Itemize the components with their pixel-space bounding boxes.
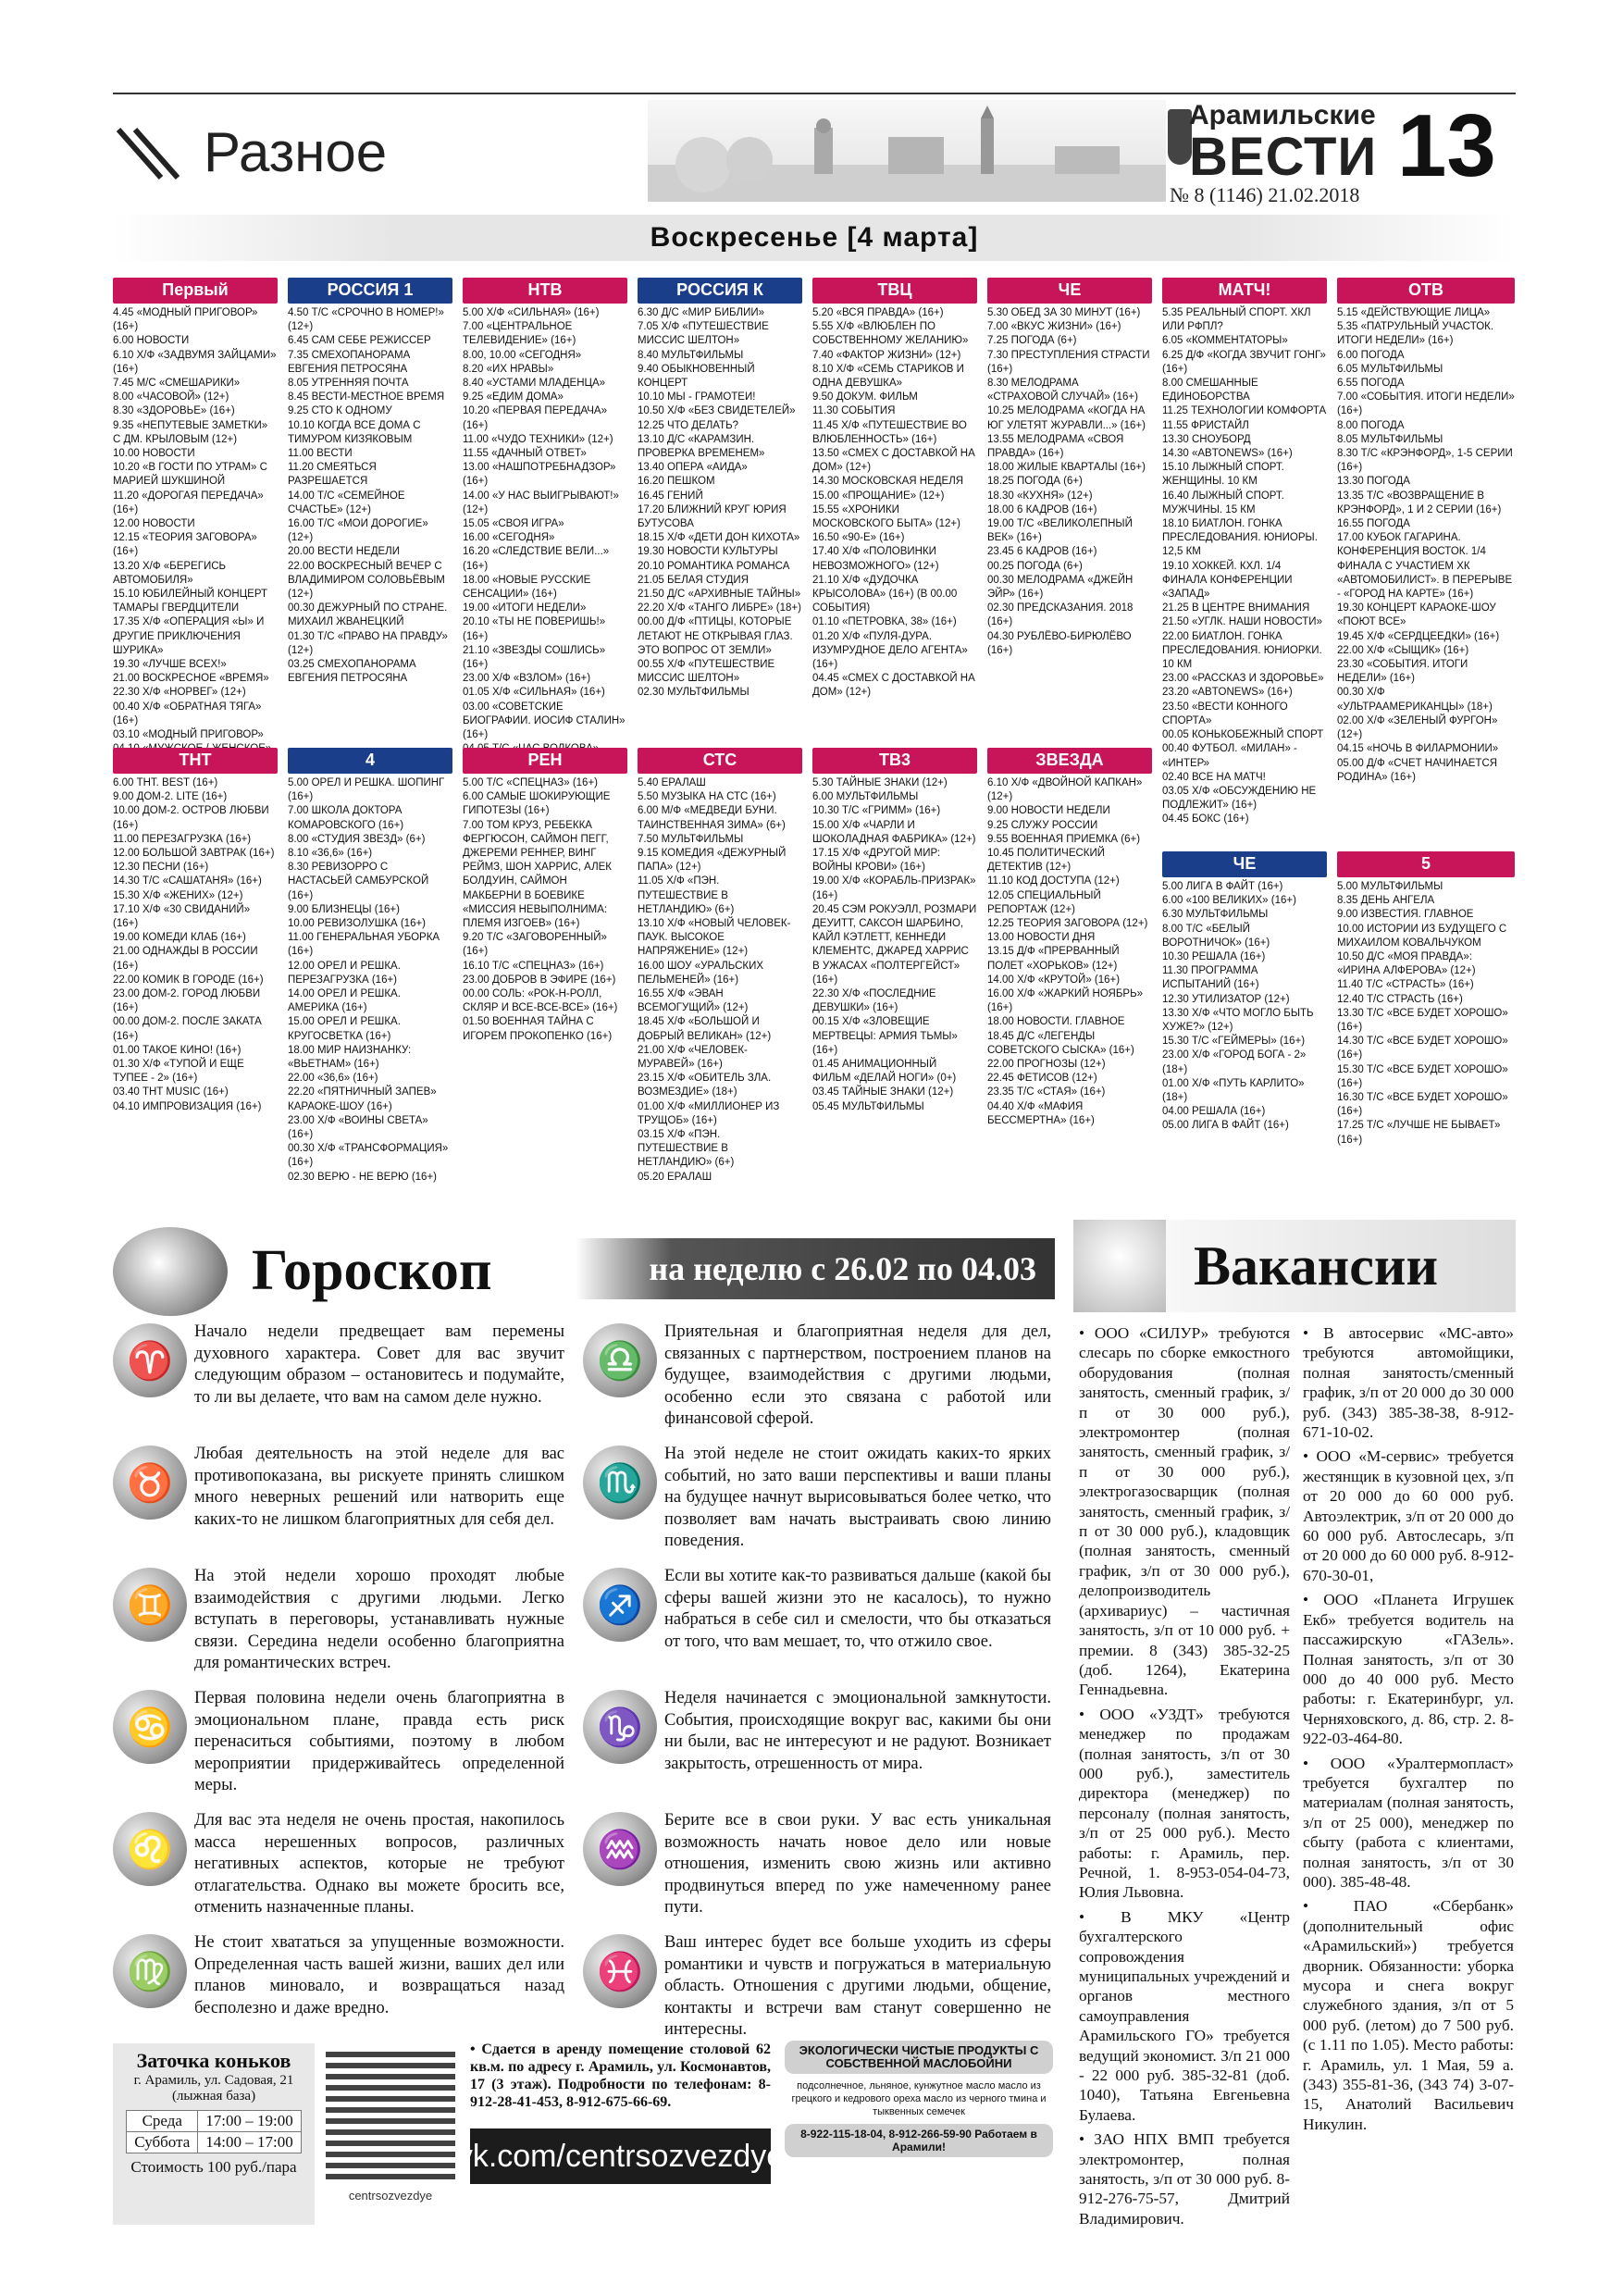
channel-logo: РЕН [463, 748, 627, 774]
skate-ad-address: г. Арамиль, ул. Садовая, 21 (лыжная база) [133, 2073, 294, 2104]
virgo-icon: ♍ [113, 1934, 187, 2008]
scorpio-icon: ♏ [583, 1446, 657, 1520]
vacancy-item: • В автосервис «МС-авто» требуются автомойщики, полная занятость/сменный график, з/п от 20 000 до 30 000 руб. (343) 385-38-38, 8-912-671-10-02. [1303, 1324, 1514, 1442]
leo-icon: ♌ [113, 1812, 187, 1886]
tv-column-kultura [638, 278, 802, 701]
channel-logo: РОССИЯ 1 [288, 278, 452, 304]
brand-name-big: ВЕСТИ [1189, 127, 1378, 187]
horoscope-text-taurus: Любая деятельность на этой неделе для вас противопоказана, вы рискуете принять слишком много неверных решений или натворить еще каких-то не лишком благоприятных для себя дел. [194, 1445, 564, 1529]
horoscope-dates: на неделю с 26.02 по 04.03 [576, 1238, 1055, 1299]
vacancies-column-2 [1303, 1323, 1514, 2139]
tv-program-list: 5.40 ЕРАЛАШ 5.50 МУЗЫКА НА СТС (16+) 6.00 М/Ф «МЕДВЕДИ БУНИ. ТАИНСТВЕННАЯ ЗИМА» (6+) 7.50 МУЛЬТФИЛЬМЫ 9.15 КОМЕДИЯ «ДЕЖУРНЫЙ ПАПА» (12+) 11.05 Х/Ф «ПЭН. ПУТЕШЕСТВИЕ В НЕТЛАНДИЮ» (6+) 13.10 Х/Ф «НОВЫЙ ЧЕЛОВЕК-ПАУК. ВЫСОКОЕ НАПРЯЖЕНИЕ» (12+) 16.00 ШОУ «УРАЛЬСКИХ ПЕЛЬМЕНЕЙ» (16+) 16.55 Х/Ф «ЭВАН ВСЕМОГУЩИЙ» (12+) 18.45 Х/Ф «БОЛЬШОЙ И ДОБРЫЙ ВЕЛИКАН» (12+) 21.00 Х/Ф «ЧЕЛОВЕК-МУРАВЕЙ» (16+) 23.15 Х/Ф «ОБИТЕЛЬ ЗЛА. ВОЗМЕЗДИЕ» (18+) 01.00 Х/Ф «МИЛЛИОНЕР ИЗ ТРУЩОБ» (16+) 03.15 Х/Ф «ПЭН. ПУТЕШЕСТВИЕ В НЕТЛАНДИЮ» (6+) 05.20 ЕРАЛАШ [638, 777, 791, 1183]
section-slash-icon [115, 126, 180, 181]
vacancy-item: • ООО «М-сервис» требуется жестянщик в кузовной цех, з/п от 20 000 до 60 000 руб. Автоэлектрик, з/п от 20 000 до 60 000 руб. Автослесарь, з/п от 20 000 до 60 000 руб. 8-912-670-30-01, [1303, 1447, 1514, 1584]
tv-program-list: 6.30 Д/С «МИР БИБЛИИ» 7.05 Х/Ф «ПУТЕШЕСТВИЕ МИССИС ШЕЛТОН» 8.40 МУЛЬТФИЛЬМЫ 9.40 ОБЫКНОВЕННЫЙ КОНЦЕРТ 10.10 МЫ - ГРАМОТЕИ! 10.50 Х/Ф «БЕЗ СВИДЕТЕЛЕЙ» 12.25 ЧТО ДЕЛАТЬ? 13.10 Д/С «КАРАМЗИН. ПРОВЕРКА ВРЕМЕНЕМ» 13.40 ОПЕРА «АИДА» 16.20 ПЕШКОМ 16.45 ГЕНИЙ 17.20 БЛИЖНИЙ КРУГ ЮРИЯ БУТУСОВА 18.15 Х/Ф «ДЕТИ ДОН КИХОТА» 19.30 НОВОСТИ КУЛЬТУРЫ 20.10 РОМАНТИКА РОМАНСА 21.05 БЕЛАЯ СТУДИЯ 21.50 Д/С «АРХИВНЫЕ ТАЙНЫ» 22.20 Х/Ф «ТАНГО ЛИБРЕ» (18+) 00.00 Д/Ф «ПТИЦЫ, КОТОРЫЕ ЛЕТАЮТ НЕ ОТКРЫВАЯ ГЛАЗ. ЭТО ВОПРОС ОТ ЗЕМЛИ» 00.55 Х/Ф «ПУТЕШЕСТВИЕ МИССИС ШЕЛТОН» 02.30 МУЛЬТФИЛЬМЫ [638, 307, 801, 699]
rent-ad: • Сдается в аренду помещение столовой 62 кв.м. по адресу г. Арамиль, ул. Космонавтов, 17 (3 этаж). Подробности по телефонам: 8-912-28-41-453, 8-912-675-66-69. [470, 2042, 771, 2110]
eco-products-ad [785, 2041, 1053, 2222]
tv-program-list: 5.30 ТАЙНЫЕ ЗНАКИ (12+) 6.00 МУЛЬТФИЛЬМЫ 10.30 Т/С «ГРИММ» (16+) 15.00 Х/Ф «ЧАРЛИ И ШОКОЛАДНАЯ ФАБРИКА» (12+) 17.15 Х/Ф «ДРУГОЙ МИР: ВОЙНЫ КРОВИ» (16+) 19.00 Х/Ф «КОРАБЛЬ-ПРИЗРАК» (16+) 20.45 СЭМ РОКУЭЛЛ, РОЗМАРИ ДЕУИТТ, САКСОН ШАРБИНО, КАЙЛ КЭТЛЕТТ, КЕННЕДИ КЛЕМЕНТС, ДЖАРЕД ХАРРИС В УЖАСАХ «ПОЛТЕРГЕЙСТ» (16+) 22.30 Х/Ф «ПОСЛЕДНИЕ ДЕВУШКИ» (16+) 00.15 Х/Ф «ЗЛОВЕЩИЕ МЕРТВЕЦЫ: АРМИЯ ТЬМЫ» (16+) 01.45 АНИМАЦИОННЫЙ ФИЛЬМ «ДЕЛАЙ НОГИ» (0+) 03.45 ТАЙНЫЕ ЗНАКИ (12+) 05.45 МУЛЬТФИЛЬМЫ [812, 777, 977, 1112]
sagittarius-icon: ♐ [583, 1568, 657, 1642]
tv-column-rossiya1 [288, 278, 452, 686]
vacancy-item: • ЗАО НПХ ВМП требуется электромонтер, полная занятость, з/п от 30 000 руб. 8-912-276-75-57, Дмитрий Владимирович. [1079, 2130, 1290, 2228]
tv-column-sts [638, 748, 802, 1185]
vacancies-title: Вакансии [1194, 1235, 1439, 1297]
channel-logo: СТС [638, 748, 802, 774]
tv-program-list: 5.20 «ВСЯ ПРАВДА» (16+) 5.55 Х/Ф «ВЛЮБЛЕН ПО СОБСТВЕННОМУ ЖЕЛАНИЮ» 7.40 «ФАКТОР ЖИЗНИ» (12+) 8.10 Х/Ф «СЕМЬ СТАРИКОВ И ОДНА ДЕВУШКА» 9.50 ДОКУМ. ФИЛЬМ 11.30 СОБЫТИЯ 11.45 Х/Ф «ПУТЕШЕСТВИЕ ВО ВЛЮБЛЕННОСТЬ» (16+) 13.50 «СМЕХ С ДОСТАВКОЙ НА ДОМ» (12+) 14.30 МОСКОВСКАЯ НЕДЕЛЯ 15.00 «ПРОЩАНИЕ» (12+) 15.55 «ХРОНИКИ МОСКОВСКОГО БЫТА» (12+) 16.50 «90-Е» (16+) 17.40 Х/Ф «ПОЛОВИНКИ НЕВОЗМОЖНОГО» (12+) 21.10 Х/Ф «ДУДОЧКА КРЫСОЛОВА» (16+) (В 00.00 СОБЫТИЯ) 01.10 «ПЕТРОВКА, 38» (16+) 01.20 Х/Ф «ПУЛЯ-ДУРА. ИЗУМРУДНОЕ ДЕЛО АГЕНТА» (16+) 04.45 «СМЕХ С ДОСТАВКОЙ НА ДОМ» (12+) [812, 307, 975, 699]
tv-column-ren [463, 748, 627, 1044]
tv-program-list: 6.00 ТНТ. BEST (16+) 9.00 ДОМ-2. LITE (16+) 10.00 ДОМ-2. ОСТРОВ ЛЮБВИ (16+) 11.00 ПЕРЕЗАГРУЗКА (16+) 12.00 БОЛЬШОЙ ЗАВТРАК (16+) 12.30 ПЕСНИ (16+) 14.30 Т/С «САШАТАНЯ» (16+) 15.30 Х/Ф «ЖЕНИХ» (12+) 17.10 Х/Ф «30 СВИДАНИЙ» (16+) 19.00 КОМЕДИ КЛАБ (16+) 21.00 ОДНАЖДЫ В РОССИИ (16+) 22.00 КОМИК В ГОРОДЕ (16+) 23.00 ДОМ-2. ГОРОД ЛЮБВИ (16+) 00.00 ДОМ-2. ПОСЛЕ ЗАКАТА (16+) 01.00 ТАКОЕ КИНО! (16+) 01.30 Х/Ф «ТУПОЙ И ЕЩЕ ТУПЕЕ - 2» (16+) 03.40 THT MUSIC (16+) 04.10 ИМПРОВИЗАЦИЯ (16+) [113, 777, 275, 1112]
horoscope-text-gemini: На этой недели хорошо проходят любые взаимодействия с другими людьми. Легко вступать в переговоры, устанавливать нужные связи. Середина недели особенно благоприятна для романтических встреч. [194, 1567, 564, 1672]
qr-label: centrsozvezdye [348, 2189, 433, 2203]
tv-column-channel4 [288, 748, 452, 1185]
tv-program-list: 5.00 МУЛЬТФИЛЬМЫ 8.35 ДЕНЬ АНГЕЛА 9.00 ИЗВЕСТИЯ. ГЛАВНОЕ 10.00 ИСТОРИИ ИЗ БУДУЩЕГО С МИХАИЛОМ КОВАЛЬЧУКОМ 10.50 Д/С «МОЯ ПРАВДА»: «ИРИНА АЛФЕРОВА» (12+) 11.40 Т/С «СТРАСТЬ» (16+) 12.40 Т/С СТРАСТЬ (16+) 13.30 Т/С «ВСЕ БУДЕТ ХОРОШО» (16+) 14.30 Т/С «ВСЕ БУДЕТ ХОРОШО» (16+) 15.30 Т/С «ВСЕ БУДЕТ ХОРОШО» (16+) 16.30 Т/С «ВСЕ БУДЕТ ХОРОШО» (16+) 17.25 Т/С «ЛУЧШЕ НЕ БЫВАЕТ» (16+) [1337, 881, 1508, 1146]
horoscope-text-leo: Для вас эта неделя не очень простая, накопилось масса нерешенных вопросов, различных негативных аспектов, которые не требуют отлагательства. Однако вы можете бросить все, отменить назначенные планы. [194, 1811, 564, 1917]
horoscope-text-capricorn: Неделя начинается с эмоциональной замкнутости. События, происходящие вокруг вас, какими бы они ни были, вас не интересуют и не радуют. Возникает закрытость, отрешенность от мира. [664, 1689, 1051, 1773]
tv-column-tv3 [812, 748, 977, 1114]
vacancy-item: • ПАО «Сбербанк» (дополнительный офис «Арамильский») требуется дворник. Обязанности: уборка мусора и снега вокруг служебного здания, з/п от 5 000 руб. (летом) до 7 500 руб. (с 1.11 по 1.05). Место работы: г. Арамиль, ул. 1 Мая, 59 а. (343) 355-81-36, (343 74) 3-07-15, Анатолий Васильевич Никулин. [1303, 1897, 1514, 2133]
vacancies-column-1 [1079, 1323, 1290, 2233]
tv-program-list: 5.00 ОРЕЛ И РЕШКА. ШОПИНГ (16+) 7.00 ШКОЛА ДОКТОРА КОМАРОВСКОГО (16+) 8.00 «СТУДИЯ ЗВЕЗД» (6+) 8.10 «36,6» (16+) 8.30 РЕВИЗОРРО С НАСТАСЬЕЙ САМБУРСКОЙ (16+) 9.00 БЛИЗНЕЦЫ (16+) 10.00 РЕВИЗОЛУШКА (16+) 11.00 ГЕНЕРАЛЬНАЯ УБОРКА (16+) 12.00 ОРЕЛ И РЕШКА. ПЕРЕЗАГРУЗКА (16+) 14.00 ОРЕЛ И РЕШКА. АМЕРИКА (16+) 15.00 ОРЕЛ И РЕШКА. КРУГОСВЕТКА (16+) 18.00 МИР НАИЗНАНКУ: «ВЬЕТНАМ» (16+) 22.00 «36,6» (16+) 22.20 «ПЯТНИЧНЫЙ ЗАПЕВ» КАРАОКЕ-ШОУ (16+) 23.00 Х/Ф «ВОИНЫ СВЕТА» (16+) 00.30 Х/Ф «ТРАНСФОРМАЦИЯ» (16+) 02.30 ВЕРЮ - НЕ ВЕРЮ (16+) [288, 777, 449, 1183]
vacancy-item: • ООО «Уралтермопласт» требуется бухгалтер по материалам (полная занятость, з/п от 25 000), менеджер по сбыту (работа с клиентами, полная занятость, з/п от 30 000). 385-48-48. [1303, 1754, 1514, 1891]
aries-icon: ♈ [113, 1323, 187, 1397]
day-title: Воскресенье [4 марта] [650, 222, 979, 253]
tv-column-zvezda [987, 748, 1152, 1128]
horoscope-text-virgo: Не стоит хвататься за упущенные возможности. Определенная часть вашей жизни, ваших дел или планов миновало, и возвращаться назад бесполезно и даже вредно. [194, 1933, 564, 2017]
tv-column-otv [1337, 278, 1515, 785]
issue-info: № 8 (1146) 21.02.2018 [1170, 183, 1360, 206]
eco-ad-text: подсолнечное, льняное, кунжутное масло масло из грецкого и кедрового ореха масло из черного тмина и тыквенных семечек [791, 2080, 1047, 2117]
vk-link[interactable]: vk.com/centrsozvezdye [470, 2128, 771, 2184]
channel-logo: РОССИЯ К [638, 278, 802, 304]
horoscope-text-pisces: Ваш интерес будет все больше уходить из сферы романтики и чувств и погружаться в материальную область. Отношения с другими людьми, общение, контакты и встречи вам станут совершенно не интересны. [664, 1933, 1051, 2039]
tv-program-list: 5.00 Т/С «СПЕЦНАЗ» (16+) 6.00 САМЫЕ ШОКИРУЮЩИЕ ГИПОТЕЗЫ (16+) 7.00 ТОМ КРУЗ, РЕБЕККА ФЕРГЮСОН, САЙМОН ПЕГГ, ДЖЕРЕМИ РЕННЕР, ВИНГ РЕЙМЗ, ШОН ХАРРИС, АЛЕК БОЛДУИН, САЙМОН МАКБЕРНИ В БОЕВИКЕ «МИССИЯ НЕВЫПОЛНИМА: ПЛЕМЯ ИЗГОЕВ» (16+) 9.20 Т/С «ЗАГОВОРЕННЫЙ» (16+) 16.10 Т/С «СПЕЦНАЗ» (16+) 23.00 ДОБРОВ В ЭФИРЕ (16+) 00.00 СОЛЬ: «РОК-Н-РОЛЛ, СКЛЯР И ВСЕ-ВСЕ-ВСЕ» (16+) 01.50 ВОЕННАЯ ТАЙНА С ИГОРЕМ ПРОКОПЕНКО (16+) [463, 777, 618, 1042]
tv-column-ntv [463, 278, 627, 757]
eco-ad-phones: 8-922-115-18-04, 8-912-266-59-90 Работаем в Арамили! [785, 2124, 1053, 2157]
channel-logo: ЧЕ [1162, 851, 1327, 877]
tv-program-list: 4.50 Т/С «СРОЧНО В НОМЕР!» (12+) 6.45 САМ СЕБЕ РЕЖИССЕР 7.35 СМЕХОПАНОРАМА ЕВГЕНИЯ ПЕТРОСЯНА 8.05 УТРЕННЯЯ ПОЧТА 8.45 ВЕСТИ-МЕСТНОЕ ВРЕМЯ 9.25 СТО К ОДНОМУ 10.10 КОГДА ВСЕ ДОМА С ТИМУРОМ КИЗЯКОВЫМ 11.00 ВЕСТИ 11.20 СМЕЯТЬСЯ РАЗРЕШАЕТСЯ 14.00 Т/С «СЕМЕЙНОЕ СЧАСТЬЕ» (12+) 16.00 Т/С «МОИ ДОРОГИЕ» (12+) 20.00 ВЕСТИ НЕДЕЛИ 22.00 ВОСКРЕСНЫЙ ВЕЧЕР С ВЛАДИМИРОМ СОЛОВЬЁВЫМ (12+) 00.30 ДЕЖУРНЫЙ ПО СТРАНЕ. МИХАИЛ ЖВАНЕЦКИЙ 01.30 Т/С «ПРАВО НА ПРАВДУ» (12+) 03.25 СМЕХОПАНОРАМА ЕВГЕНИЯ ПЕТРОСЯНА [288, 307, 448, 685]
tv-program-list: 5.00 ЛИГА В ФАЙТ (16+) 6.00 «100 ВЕЛИКИХ» (16+) 6.30 МУЛЬТФИЛЬМЫ 8.00 Т/С «БЕЛЫЙ ВОРОТНИЧОК» (16+) 10.30 РЕШАЛА (16+) 11.30 ПРОГРАММА ИСПЫТАНИЙ (16+) 12.30 УТИЛИЗАТОР (12+) 13.30 Х/Ф «ЧТО МОГЛО БЫТЬ ХУЖЕ?» (12+) 15.30 Т/С «ГЕЙМЕРЫ» (16+) 23.00 Х/Ф «ГОРОД БОГА - 2» (18+) 01.00 Х/Ф «ПУТЬ КАРЛИТО» (18+) 04.00 РЕШАЛА (16+) 05.00 ЛИГА В ФАЙТ (16+) [1162, 881, 1314, 1132]
tv-column-match [1162, 278, 1327, 827]
tv-column-perviy [113, 278, 278, 771]
vacancy-item: • В МКУ «Центр бухгалтерского сопровождения муниципальных учреждений и органов местного самоуправления Арамильского ГО» требуется ведущий экономист. З/п 21 000 - 22 000 руб. 385-32-81 (доб. 1040), Татьяна Евгеньевна Булаева. [1079, 1907, 1290, 2124]
horoscope-text-scorpio: На этой неделе не стоит ожидать каких-то ярких событий, но зато ваши перспективы и ваши планы на будущее начнут вырисовываться более четко, что позволяет вам начать выстраивать свою линию поведения. [664, 1445, 1051, 1550]
vacancy-item: • ООО «УЗДТ» требуются менеджер по продажам (полная занятость, з/п от 30 000 руб.), заместитель директора (менеджер) по персоналу (полная занятость, з/п от 25 000 руб.). Место работы: г. Арамиль, пер. Речной, 1. 8-953-054-04-73, Юлия Львовна. [1079, 1705, 1290, 1902]
channel-logo: НТВ [463, 278, 627, 304]
channel-logo: ТВ3 [812, 748, 977, 774]
skate-ad-title: Заточка коньков [136, 2049, 291, 2072]
horoscope-header [113, 1220, 1055, 1320]
horoscope-text-libra: Приятельная и благоприятная неделя для дел, связанных с партнерством, построением планов на будущее, взаимодействия с другими людьми, особенно если это связана с работой или финансовой сферой. [664, 1322, 1051, 1428]
table-cell: 17:00 – 19:00 [198, 2111, 301, 2132]
skate-schedule-table [126, 2110, 301, 2153]
vacancies-header [1073, 1220, 1516, 1312]
table-row [127, 2132, 301, 2153]
horoscope-text-aquarius: Берите все в свои руки. У вас есть уникальная возможность начать новое дело или новые отношения, изменить свою жизнь или активно продвинуться вперед по уже намеченному ранее пути. [664, 1811, 1051, 1917]
skate-sharpening-ad [113, 2043, 315, 2225]
tv-program-list: 5.30 ОБЕД ЗА 30 МИНУТ (16+) 7.00 «ВКУС ЖИЗНИ» (16+) 7.25 ПОГОДА (6+) 7.30 ПРЕСТУПЛЕНИЯ СТРАСТИ (16+) 8.30 МЕЛОДРАМА «СТРАХОВОЙ СЛУЧАЙ» (16+) 10.25 МЕЛОДРАМА «КОГДА НА ЮГ УЛЕТЯТ ЖУРАВЛИ...» (16+) 13.55 МЕЛОДРАМА «СВОЯ ПРАВДА» (16+) 18.00 ЖИЛЫЕ КВАРТАЛЫ (16+) 18.25 ПОГОДА (6+) 18.30 «КУХНЯ» (12+) 18.00 6 КАДРОВ (16+) 19.00 Т/С «ВЕЛИКОЛЕПНЫЙ ВЕК» (16+) 23.45 6 КАДРОВ (16+) 00.25 ПОГОДА (6+) 00.30 МЕЛОДРАМА «ДЖЕЙН ЭЙР» (16+) 02.30 ПРЕДСКАЗАНИЯ. 2018 (16+) 04.30 РУБЛЁВО-БИРЮЛЁВО (16+) [987, 307, 1150, 656]
gemini-icon: ♊ [113, 1568, 187, 1642]
town-skyline-image [648, 100, 1166, 202]
table-cell: Суббота [127, 2132, 198, 2153]
tv-column-tvc [812, 278, 977, 701]
channel-logo: ТНТ [113, 748, 278, 774]
channel-logo: ТВЦ [812, 278, 977, 304]
horoscope-text-sagittarius: Если вы хотите как-то развиваться дальше (какой бы сферы вашей жизни это не касалось), то нужно набраться в себе сил и смелости, что бы отказаться от того, что вам мешает, то, что отжило свое. [664, 1567, 1051, 1651]
tv-column-channel5 [1337, 851, 1515, 1148]
header-rule [113, 93, 1516, 94]
capricorn-icon: ♑ [583, 1690, 657, 1764]
skate-ad-price: Стоимость 100 руб./пара [130, 2158, 297, 2176]
tv-program-list: 5.00 Х/Ф «СИЛЬНАЯ» (16+) 7.00 «ЦЕНТРАЛЬНОЕ ТЕЛЕВИДЕНИЕ» (16+) 8.00, 10.00 «СЕГОДНЯ» 8.20 «ИХ НРАВЫ» 8.40 «УСТАМИ МЛАДЕНЦА» 9.25 «ЕДИМ ДОМА» 10.20 «ПЕРВАЯ ПЕРЕДАЧА» (16+) 11.00 «ЧУДО ТЕХНИКИ» (12+) 11.55 «ДАЧНЫЙ ОТВЕТ» 13.00 «НАШПОТРЕБНАДЗОР» (16+) 14.00 «У НАС ВЫИГРЫВАЮТ!» (12+) 15.05 «СВОЯ ИГРА» 16.00 «СЕГОДНЯ» 16.20 «СЛЕДСТВИЕ ВЕЛИ...» (16+) 18.00 «НОВЫЕ РУССКИЕ СЕНСАЦИИ» (16+) 19.00 «ИТОГИ НЕДЕЛИ» 20.10 «ТЫ НЕ ПОВЕРИШЬ!» (16+) 21.10 «ЗВЕЗДЫ СОШЛИСЬ» (16+) 23.00 Х/Ф «ВЗЛОМ» (16+) 01.05 Х/Ф «СИЛЬНАЯ» (16+) 03.00 «СОВЕТСКИЕ БИОГРАФИИ. ИОСИФ СТАЛИН» (16+) [463, 307, 626, 741]
worker-avatar-icon [1073, 1220, 1166, 1312]
tv-column-tnt [113, 748, 278, 1114]
channel-logo: МАТЧ! [1162, 278, 1327, 304]
table-row [127, 2111, 301, 2132]
vacancy-item: • ООО «Планета Игрушек Екб» требуется водитель на пассажирскую «ГАЗель». Полная занятость, з/п от 30 000 до 40 000 руб. Место работы: г. Екатеринбург, ул. Черняховского, д. 86, стр. 2. 8-922-03-464-80. [1303, 1591, 1514, 1748]
taurus-icon: ♉ [113, 1446, 187, 1520]
horoscope-text-cancer: Первая половина недели очень благоприятна в эмоциональном плане, правда есть риск перенаситься событиями, поэтому в любом мероприятии придерживайтесь определенной меры. [194, 1689, 564, 1794]
tv-program-list: 5.35 РЕАЛЬНЫЙ СПОРТ. ХКЛ ИЛИ РФПЛ? 6.05 «КОММЕНТАТОРЫ» 6.25 Д/Ф «КОГДА ЗВУЧИТ ГОНГ» (16+) 8.00 СМЕШАННЫЕ ЕДИНОБОРСТВА 11.25 ТЕХНОЛОГИИ КОМФОРТА 11.55 ФРИСТАЙЛ 13.30 СНОУБОРД 14.30 «AВTONEWS» (16+) 15.10 ЛЫЖНЫЙ СПОРТ. ЖЕНЩИНЫ. 10 КМ 16.40 ЛЫЖНЫЙ СПОРТ. МУЖЧИНЫ. 15 КМ 18.10 БИАТЛОН. ГОНКА ПРЕСЛЕДОВАНИЯ. ЮНИОРЫ. 12,5 КМ 19.10 ХОККЕЙ. КХЛ. 1/4 ФИНАЛА КОНФЕРЕНЦИИ «ЗАПАД» 21.25 В ЦЕНТРЕ ВНИМАНИЯ 21.50 «УГЛК. НАШИ НОВОСТИ» 22.00 БИАТЛОН. ГОНКА ПРЕСЛЕДОВАНИЯ. ЮНИОРКИ. 10 КМ 23.00 «РАССКАЗ И ЗДОРОВЬЕ» 23.20 «AВTONEWS» (16+) 23.50 «ВЕСТИ КОННОГО СПОРТА» 00.05 КОНЬКОБЕЖНЫЙ СПОРТ 00.40 ФУТБОЛ. «МИЛАН» - «ИНТЕР» 02.40 ВСЕ НА МАТЧ! 03.05 Х/Ф «ОБСУЖДЕНИЮ НЕ ПОДЛЕЖИТ» (16+) 04.45 БОКС (16+) [1162, 307, 1327, 825]
channel-logo: ОТВ [1337, 278, 1515, 304]
horoscope-text-aries: Начало недели предвещает вам перемены духовного характера. Совет для вас звучит следующим образом – остановитесь и подумайте, то ли вы делаете, что вам на самом деле нужно. [194, 1322, 564, 1407]
day-bar [113, 215, 1516, 261]
channel-logo: Первый [113, 278, 278, 304]
channel-logo: ЗВЕЗДА [987, 748, 1152, 774]
libra-icon: ♎ [583, 1323, 657, 1397]
tv-column-che2 [1162, 851, 1327, 1134]
horoscope-title: Гороскоп [252, 1239, 492, 1302]
table-cell: Среда [127, 2111, 198, 2132]
tv-program-list: 6.10 Х/Ф «ДВОЙНОЙ КАПКАН» (12+) 9.00 НОВОСТИ НЕДЕЛИ 9.25 СЛУЖУ РОССИИ 9.55 ВОЕННАЯ ПРИЕМКА (6+) 10.45 ПОЛИТИЧЕСКИЙ ДЕТЕКТИВ (12+) 11.10 КОД ДОСТУПА (12+) 12.05 СПЕЦИАЛЬНЫЙ РЕПОРТАЖ (12+) 12.25 ТЕОРИЯ ЗАГОВОРА (12+) 13.00 НОВОСТИ ДНЯ 13.15 Д/Ф «ПРЕРВАННЫЙ ПОЛЕТ «ХОРЬКОВ» (12+) 14.00 Х/Ф «КРУТОЙ» (16+) 16.00 Х/Ф «ЖАРКИЙ НОЯБРЬ» (16+) 18.00 НОВОСТИ. ГЛАВНОЕ 18.45 Д/С «ЛЕГЕНДЫ СОВЕТСКОГО СЫСКА» (16+) 22.00 ПРОГНОЗЫ (12+) 22.45 ФЕТИСОВ (12+) 23.35 Т/С «СТАЯ» (16+) 04.40 Х/Ф «МАФИЯ БЕССМЕРТНА» (16+) [987, 777, 1148, 1126]
eco-ad-title: ЭКОЛОГИЧЕСКИ ЧИСТЫЕ ПРОДУКТЫ С СОБСТВЕННОЙ МАСЛОБОЙНИ [785, 2041, 1053, 2074]
brand-name-small: Арамильские [1189, 100, 1376, 130]
channel-logo: 5 [1337, 851, 1515, 877]
page-number: 13 [1397, 96, 1496, 195]
cancer-icon: ♋ [113, 1690, 187, 1764]
tv-program-list: 4.45 «МОДНЫЙ ПРИГОВОР» (16+) 6.00 НОВОСТИ 6.10 Х/Ф «ЗАДВУМЯ ЗАЙЦАМИ» (16+) 7.45 М/С «СМЕШАРИКИ» 8.00 «ЧАСОВОЙ» (12+) 8.30 «ЗДОРОВЬЕ» (16+) 9.35 «НЕПУТЕВЫЕ ЗАМЕТКИ» С ДМ. КРЫЛОВЫМ (12+) 10.00 НОВОСТИ 10.20 «В ГОСТИ ПО УТРАМ» С МАРИЕЙ ШУКШИНОЙ 11.20 «ДОРОГАЯ ПЕРЕДАЧА» (16+) 12.00 НОВОСТИ 12.15 «ТЕОРИЯ ЗАГОВОРА» (16+) 13.20 Х/Ф «БЕРЕГИСЬ АВТОМОБИЛЯ» 15.10 ЮБИЛЕЙНЫЙ КОНЦЕРТ ТАМАРЫ ГВЕРДЦИТЕЛИ 17.35 Х/Ф «ОПЕРАЦИЯ «Ы» И ДРУГИЕ ПРИКЛЮЧЕНИЯ ШУРИКА» 19.30 «ЛУЧШЕ ВСЕХ!» 21.00 ВОСКРЕСНОЕ «ВРЕМЯ» 22.30 Х/Ф «НОРВЕГ» (12+) 00.40 Х/Ф «ОБРАТНАЯ ТЯГА» (16+) 03.10 «МОДНЫЙ ПРИГОВОР» [113, 307, 277, 741]
channel-logo: 4 [288, 748, 452, 774]
channel-logo: ЧЕ [987, 278, 1152, 304]
section-title: Разное [204, 121, 388, 183]
vacancy-item: • ООО «СИЛУР» требуются слесарь по сборке емкостного оборудования (полная занятость, сменный график, з/п от 30 000 руб.), электромонтер (полная занятость, сменный график, з/п от 30 000 руб.), электрогазосварщик (полная занятость, сменный график, з/п от 30 000 руб.), кладовщик (полная занятость, сменный график, з/п от 30 000 руб.), делопроизводитель (архивариус) – частичная занятость, з/п от 10 000 руб. + премии. 8 (343) 385-32-25 (доб. 1264), Екатерина Геннадьевна. [1079, 1324, 1290, 1699]
planet-icon [113, 1227, 228, 1316]
tv-program-list: 5.15 «ДЕЙСТВУЮЩИЕ ЛИЦА» 5.35 «ПАТРУЛЬНЫЙ УЧАСТОК. ИТОГИ НЕДЕЛИ» (16+) 6.00 ПОГОДА 6.05 МУЛЬТФИЛЬМЫ 6.55 ПОГОДА 7.00 «СОБЫТИЯ. ИТОГИ НЕДЕЛИ» (16+) 8.00 ПОГОДА 8.05 МУЛЬТФИЛЬМЫ 8.30 Т/С «КРЭНФОРД», 1-5 СЕРИИ (16+) 13.30 ПОГОДА 13.35 Т/С «ВОЗВРАЩЕНИЕ В КРЭНФОРД», 1 И 2 СЕРИИ (16+) 16.55 ПОГОДА 17.00 КУБОК ГАГАРИНА. КОНФЕРЕНЦИЯ ВОСТОК. 1/4 ФИНАЛА С УЧАСТИЕМ ХК «АВТОМОБИЛИСТ». В ПЕРЕРЫВЕ - «ГОРОД НА КАРТЕ» (16+) 19.30 КОНЦЕРТ КАРАОКЕ-ШОУ «ПОЮТ ВСЕ» 19.45 Х/Ф «СЕРДЦЕЕДКИ» (16+) 22.00 Х/Ф «СЫЩИК» (16+) 23.30 «СОБЫТИЯ. ИТОГИ НЕДЕЛИ» (16+) 00.30 Х/Ф «УЛЬТРААМЕРИКАНЦЫ» (18+) 02.00 Х/Ф «ЗЕЛЕНЫЙ ФУРГОН» (12+) 04.15 «НОЧЬ В ФИЛАРМОНИИ» 05.00 Д/Ф «СЧЕТ НАЧИНАЕТСЯ РОДИНА» (16+) [1337, 307, 1515, 783]
aquarius-icon: ♒ [583, 1812, 657, 1886]
pisces-icon: ♓ [583, 1934, 657, 2008]
qr-code-icon [326, 2050, 455, 2179]
tv-column-che [987, 278, 1152, 658]
table-cell: 14:00 – 17:00 [198, 2132, 301, 2153]
